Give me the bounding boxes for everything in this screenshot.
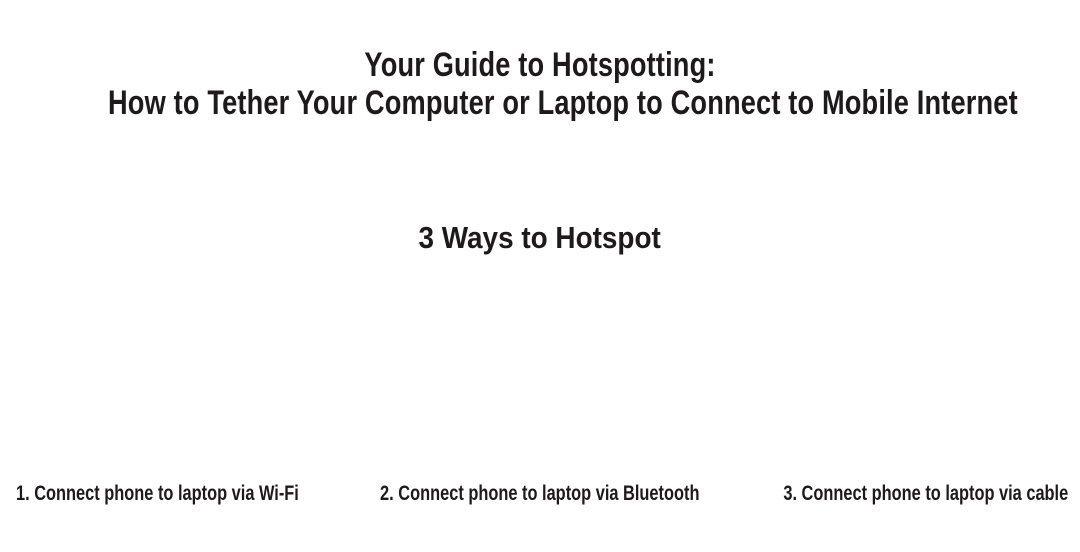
page-title-line-1: Your Guide to Hotspotting: [364, 46, 716, 84]
section-heading-text: 3 Ways to Hotspot [418, 220, 662, 255]
page-title-line-2: How to Tether Your Computer or Laptop to Connect to Mobile Internet [108, 84, 1018, 122]
section-heading [0, 222, 1080, 253]
step-caption-bluetooth: 2. Connect phone to laptop via Bluetooth [380, 482, 700, 505]
step-caption-cable: 3. Connect phone to laptop via cable [783, 482, 1068, 505]
step-caption-wifi: 1. Connect phone to laptop via Wi-Fi [16, 482, 299, 505]
title-block [0, 46, 1080, 122]
